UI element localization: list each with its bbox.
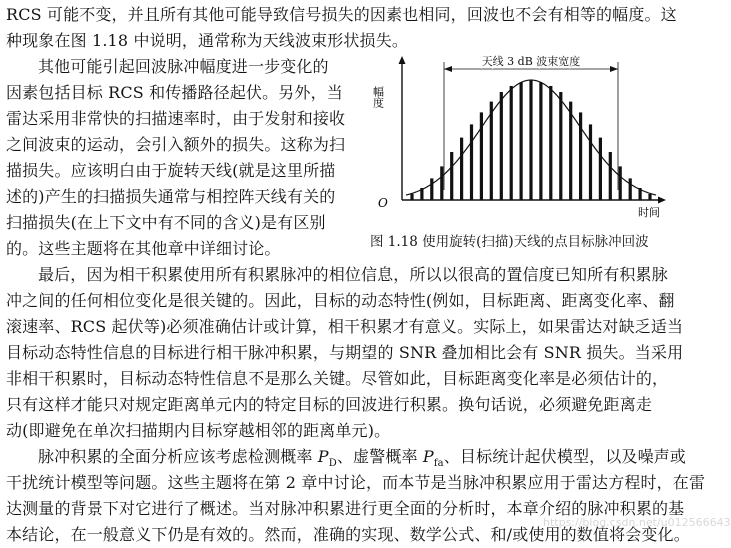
origin-label: O: [378, 196, 388, 210]
pulse-bar: [490, 102, 493, 200]
paragraph-3-line: 只有这样才能只对规定距离单元内的特定目标的回波进行积累。换句话说，必须避免距离走: [6, 395, 653, 414]
beamwidth-arrow-right: [610, 66, 618, 72]
paragraph-2-line: 描损失。应该明白由于旋转天线(就是这里所描: [6, 161, 336, 180]
pulse-bar: [549, 86, 552, 200]
paragraph-3-line: 目标动态特性信息的目标进行相干脉冲积累，与期望的 SNR 叠加相比会有 SNR 损失。当采用: [6, 343, 684, 362]
paragraph-3-line: 最后，因为相干积累使用所有积累脉冲的相位信息，所以以很高的置信度已知所有积累脉: [38, 265, 668, 284]
pulse-bar: [470, 124, 473, 200]
pulse-bar: [619, 166, 622, 200]
pulse-bar: [629, 178, 632, 200]
pulse-bar: [569, 102, 572, 200]
pulse-bar: [529, 80, 532, 200]
pulse-bar: [589, 124, 592, 200]
pulse-group: [410, 80, 651, 200]
paragraph-4-line: 达测量的背景下对它进行了概述。当对脉冲积累进行更全面的分析时，本章介绍的脉冲积累的基: [6, 499, 685, 518]
pulse-bar: [639, 188, 642, 200]
pulse-bar: [520, 82, 523, 200]
pulse-echo-diagram: [360, 50, 700, 235]
paragraph-3-line: 滚速率、RCS 起伏等)必须准确估计或计算，相干积累才有意义。实际上，如果雷达对缺乏适当: [6, 317, 684, 336]
pulse-bar: [510, 86, 513, 200]
pulse-bar: [460, 138, 463, 200]
pulse-bar: [420, 188, 423, 200]
paragraph-3-line: 冲之间的任何相位变化是很关键的。因此，目标的动态特性(例如，目标距离、距离变化率、翻: [6, 291, 675, 310]
y-axis-arrow: [399, 56, 406, 64]
x-axis-arrow: [658, 197, 666, 204]
paragraph-2-line: 扫描损失(在上下文中有不同的含义)是有区别: [6, 213, 326, 232]
y-axis-label: 幅度: [371, 86, 385, 108]
pulse-bar: [410, 194, 413, 200]
pulse-bar: [559, 92, 562, 200]
watermark: https://blog.csdn.net/u012566643: [543, 516, 731, 529]
pulse-bar: [450, 152, 453, 200]
pulse-bar: [609, 152, 612, 200]
paragraph-3-line: 动(即避免在单次扫描期内目标穿越相邻的距离单元)。: [6, 421, 391, 440]
paragraph-4-line: 本结论，在一般意义下仍是有效的。然而，准确的实现、数学公式、和/或使用的数值将会变化。: [6, 525, 690, 544]
paragraph-2-line: 的。这些主题将在其他章中详细讨论。: [6, 239, 281, 258]
pulse-bar: [648, 194, 651, 200]
paragraph-4-line: 干扰统计模型等问题。这些主题将在第 2 章中讨论，而本节是当脉冲积累应用于雷达方程时，在雷: [6, 473, 706, 492]
paragraph-2-line: 因素包括目标 RCS 和传播路径起伏。另外，当: [6, 83, 343, 102]
beamwidth-arrow-left: [444, 66, 452, 72]
paragraph-1-line: 种现象在图 1.18 中说明，通常称为天线波束形状损失。: [6, 31, 408, 50]
x-axis-label: 时间: [638, 206, 660, 219]
paragraph-4-line: 脉冲积累的全面分析应该考虑检测概率 $P_D$、虚警概率 $P_{fa}$、目标统计起伏模型，以及噪声或: [38, 447, 687, 470]
paragraph-2-line: 述的)产生的扫描损失通常与相控阵天线有关的: [6, 187, 336, 206]
pulse-bar: [440, 166, 443, 200]
paragraph-2-line: 其他可能引起回波脉冲幅度进一步变化的: [38, 57, 329, 76]
paragraph-3-line: 非相干积累时，目标动态特性信息不是那么关键。尽管如此，目标距离变化率是必须估计的，: [6, 369, 669, 388]
figure-1-18: [360, 50, 700, 255]
pulse-bar: [539, 82, 542, 200]
paragraph-2-line: 之间波束的运动，会引入额外的损失。这称为扫: [6, 135, 346, 154]
pulse-bar: [599, 138, 602, 200]
pulse-bar: [579, 112, 582, 200]
paragraph-2-line: 雷达采用非常快的扫描速率时，由于发射和接收: [6, 109, 346, 128]
pulse-bar: [480, 112, 483, 200]
figure-caption: 图 1.18 使用旋转(扫描)天线的点目标脉冲回波: [370, 234, 649, 250]
paragraph-1-line: RCS 可能不变，并且所有其他可能导致信号损失的因素也相同，回波也不会有相等的幅度。这: [6, 5, 677, 24]
beamwidth-label: 天线 3 dB 波束宽度: [481, 55, 581, 68]
pulse-bar: [500, 92, 503, 200]
pulse-bar: [430, 178, 433, 200]
